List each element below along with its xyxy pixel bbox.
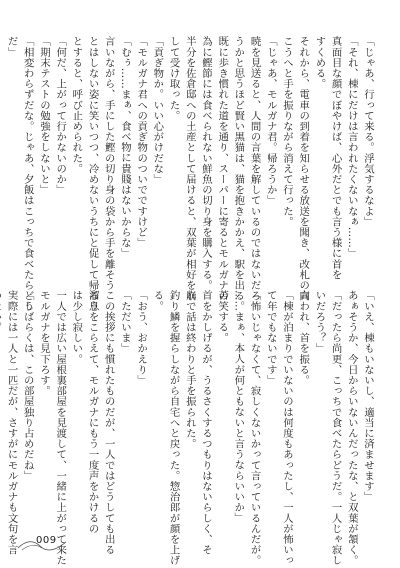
body-text-lower: 「いえ、棟もいないし、適当に済ませます」 あぁそうか、今日からいないんだったな、と双葉が頷く。 「だったら尚更、こっちで食べたらどうだ。一人じゃ寂し いだろう？」 言われ、首を振る。 「棟が泊まりでいないのは何度もあったし、一人が怖いっ て年でもないです」 「怖いじゃなくて、寂しくないかって言っているんだが。 ……まぁ、本人が何ともないと言うならいいか」 苦笑する。 首をかしげるが、うるさくするつもりはないらしく、そ れで話は終わりと手を振られた。 釣り鱗を握らしながら自宅へと戻った。惣治郎が顔を上げ る。 「おう、おかえり」 「ただいま」 この挨拶にも慣れたものだが、一人ではどうしても出る 溜息をこらえて、モルガナにもう一度声をかけるの は少し寂しい。 一人では広い屋根裏部屋を見渡して、一緒に上がって来た モルガナを見下ろす。 「しばらくは、この部屋独り占めだね」 実際には一人と一匹だが、さすがにモルガナも文句を言 bbox=[5, 290, 374, 566]
body-text-upper: 「じゃあ、行って来る。浮気するなよ」 「それ、棟にだけは言われたくないなぁ……」 真面目な顔でぼやけば、心外だとでも言う様に首を すくめる。 それから、電車の到着を知らせる放送を聞き、改札の向 こうへと手を振りながら消えて行った。 「じゃあ、モルガナ君。帰ろうか」 暁を見送ると、人間の言葉を解しているのではないだろ うかと思うほど賢い黒猫は、猫を抱きかかえ、駅を出る。 既に歩き慣れた道を通り、スーパーに寄るとモルガナの 為に鰹節には食べられない鮮魚の切り身を購入する。 半分を佐倉邸への土産として届けると、双葉が相好を崩 して受け取った。 「貢ぎ物か。いい心がけだな」 「モルガナ君への貢ぎ物のついでですけど」 「むぅ……まぁ、食べ物に貴賤はないからな」 言いながら、手にした鰹の切り身の袋から手を離そう とはしない姿に笑いつつ、冷めないうちにと促して帰ろう とすると、呼び止められた。 「何だ、上がって行かないのか」 「期末テストの勉強をしないと」 「相変わらずだな。じゃあ、夕飯はこっちで食べたらどう だ」 bbox=[5, 36, 374, 312]
page-number: 009 bbox=[36, 535, 57, 546]
